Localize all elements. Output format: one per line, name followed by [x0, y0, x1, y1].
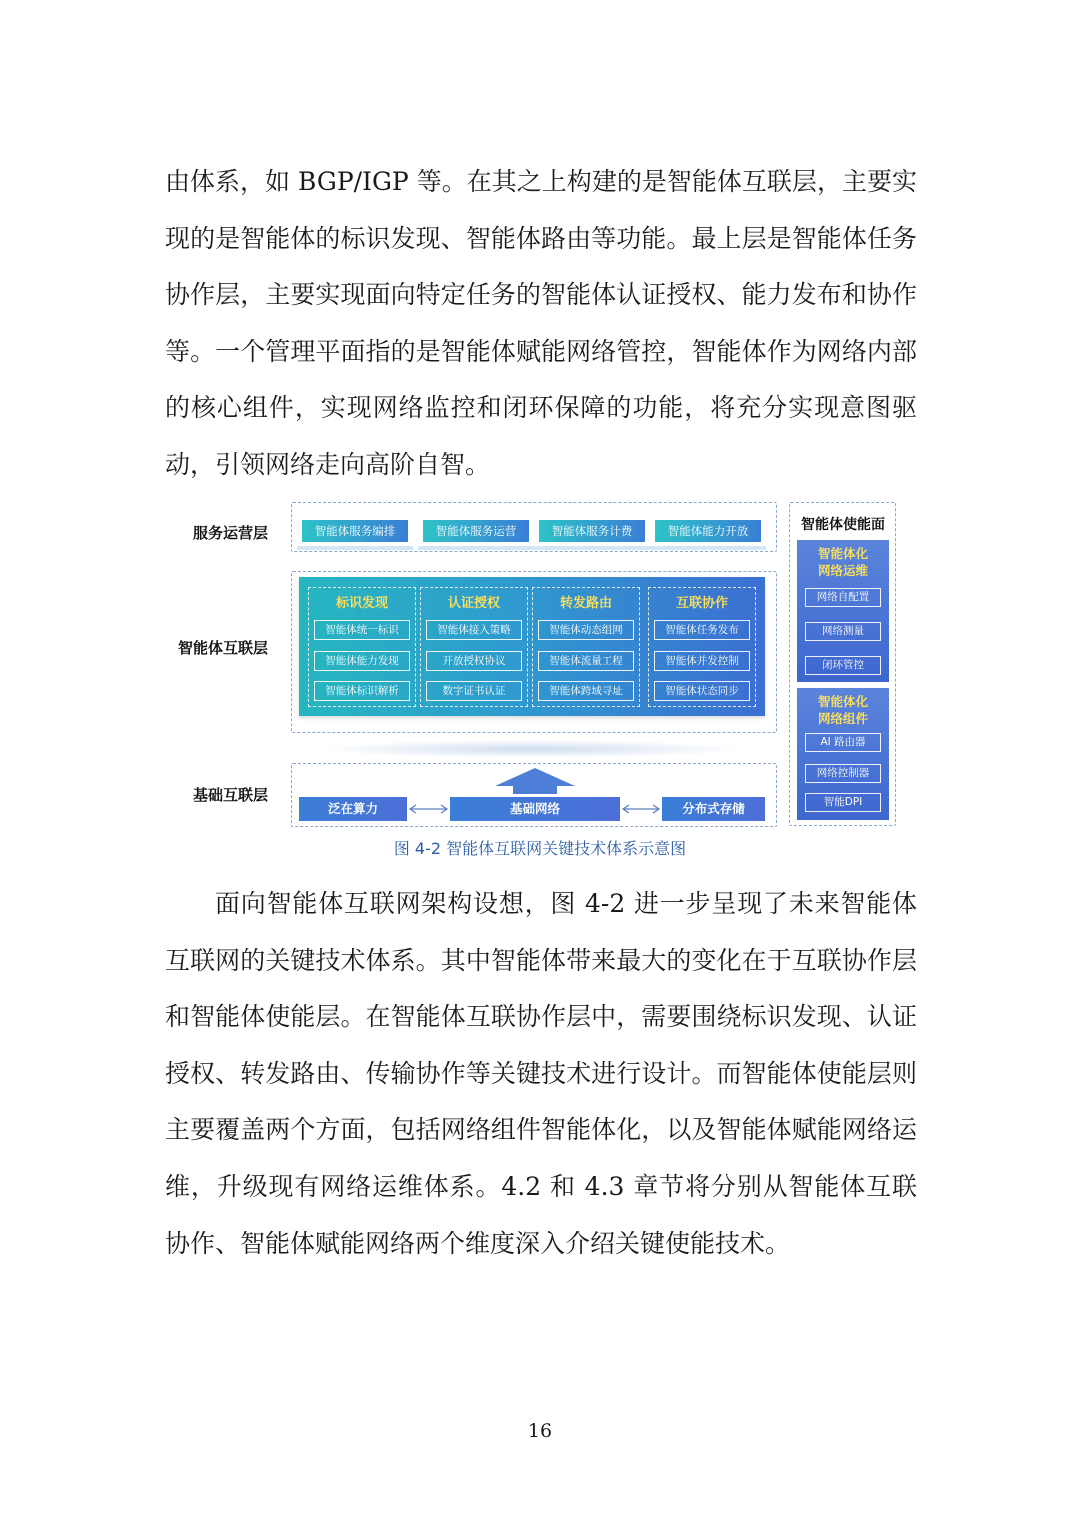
figure-caption: 图 4-2 智能体互联网关键技术体系示意图 — [393, 839, 687, 858]
double-arrow-icon — [407, 802, 450, 816]
base-item: 泛在算力 — [299, 797, 407, 821]
block-title-line2: 网络组件 — [817, 711, 868, 726]
column-item: 智能体跨域寻址 — [538, 681, 634, 701]
column-item: 智能体能力发现 — [314, 651, 410, 671]
service-underline — [650, 546, 766, 550]
enable-block-ops — [797, 540, 889, 682]
service-item: 智能体能力开放 — [655, 520, 761, 542]
service-underline — [418, 546, 534, 550]
block-item: 网络控制器 — [805, 764, 881, 783]
block-title-line1: 智能体化 — [817, 546, 868, 561]
service-layer-box — [291, 502, 777, 552]
architecture-figure — [175, 500, 900, 830]
enable-block-components — [797, 688, 889, 820]
interconnect-column — [420, 587, 528, 707]
double-arrow-icon — [620, 802, 662, 816]
layer-label-interconnect: 智能体互联层 — [178, 639, 269, 657]
column-item: 智能体任务发布 — [654, 620, 750, 640]
service-item: 智能体服务计费 — [539, 520, 645, 542]
column-item: 智能体统一标识 — [314, 620, 410, 640]
interconnect-panel — [299, 577, 765, 716]
column-item: 智能体标识解析 — [314, 681, 410, 701]
column-item: 智能体动态组网 — [538, 620, 634, 640]
column-title: 互联协作 — [675, 596, 728, 611]
column-title: 标识发现 — [335, 596, 388, 611]
block-item: 网络测量 — [805, 622, 881, 641]
enable-plane-title: 智能体使能面 — [801, 517, 885, 533]
layer-label-service: 服务运营层 — [193, 524, 269, 542]
block-item: 网络自配置 — [805, 588, 881, 607]
column-item: 智能体状态同步 — [654, 681, 750, 701]
block-item: 智能DPI — [805, 793, 881, 812]
layer-label-base: 基础互联层 — [193, 786, 269, 804]
block-item: AI 路由器 — [805, 733, 881, 752]
column-title: 认证授权 — [447, 596, 500, 611]
service-item: 智能体服务编排 — [302, 520, 408, 542]
block-item: 闭环管控 — [805, 656, 881, 675]
column-item: 数字证书认证 — [426, 681, 522, 701]
block-title-line1: 智能体化 — [817, 694, 868, 709]
page-number: 16 — [527, 1420, 553, 1442]
interconnect-column — [308, 587, 416, 707]
column-title: 转发路由 — [559, 596, 612, 611]
column-item: 开放授权协议 — [426, 651, 522, 671]
base-item: 基础网络 — [450, 797, 620, 821]
column-item: 智能体并发控制 — [654, 651, 750, 671]
column-item: 智能体流量工程 — [538, 651, 634, 671]
body-paragraph-1: 由体系，如 BGP/IGP 等。在其之上构建的是智能体互联层，主要实现的是智能体的标识发现、智能体路由等功能。最上层是智能体任务协作层，主要实现面向特定任务的智能体认证授权、能力发布和协作等。一个管理平面指的是智能体赋能网络管控，智能体作为网络内部的核心组件，实现网络监控和闭环保障的功能，将充分实现意图驱动，引领网络走向高阶自智。 — [165, 167, 917, 479]
interconnect-column — [648, 587, 756, 707]
column-item: 智能体接入策略 — [426, 620, 522, 640]
service-item: 智能体服务运营 — [423, 520, 529, 542]
block-title-line2: 网络运维 — [817, 563, 868, 578]
service-underline — [297, 546, 413, 550]
interconnect-column — [532, 587, 640, 707]
up-arrow-icon — [485, 764, 585, 794]
body-paragraph-2: 面向智能体互联网架构设想，图 4-2 进一步呈现了未来智能体互联网的关键技术体系。其中智能体带来最大的变化在于互联协作层和智能体使能层。在智能体互联协作层中，需要围绕标识发现、认证授权、转发路由、传输协作等关键技术进行设计。而智能体使能层则主要覆盖两个方面，包括网络组件智能体化，以及智能体赋能网络运维，升级现有网络运维体系。4.2 和 4.3 章节将分别从智能体互联协作、智能体赋能网络两个维度深入介绍关键使能技术。 — [165, 889, 917, 1258]
layer-glow — [315, 740, 745, 758]
service-underline — [534, 546, 650, 550]
base-item: 分布式存储 — [662, 797, 765, 821]
